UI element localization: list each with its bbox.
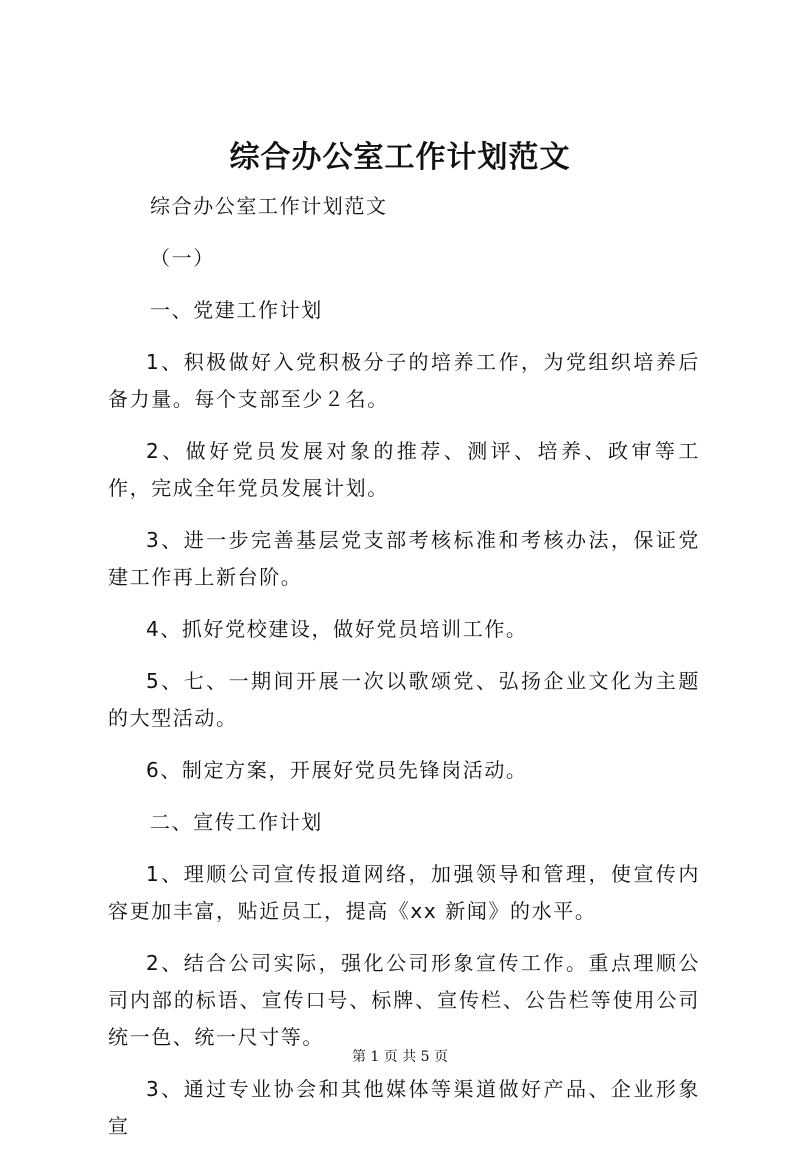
document-body [108,188,700,1160]
paragraph-item: 4、抓好党校建设，做好党员培训工作。 [146,617,528,641]
page-number-footer: 第 1 页 共 5 页 [351,1049,449,1065]
paragraph-item: 3、进一步完善基层党支部考核标准和考核办法，保证党建工作再上新台阶。 [108,528,700,589]
heading-party-building: 一、党建工作计划 [150,298,323,322]
paragraph-item: 1、理顺公司宣传报道网络，加强领导和管理，使宣传内容更加丰富，贴近员工，提高《xx 新闻》的水平。 [108,862,700,923]
paragraph-item: 6、制定方案，开展好党员先锋岗活动。 [146,758,528,782]
paragraph-subtitle: 综合办公室工作计划范文 [150,194,388,218]
paragraph-item: 2、结合公司实际，强化公司形象宣传工作。重点理顺公司内部的标语、宣传口号、标牌、宣传栏、公告栏等使用公司统一色、统一尺寸等。 [108,951,700,1049]
paragraph-section-number: （一） [150,246,215,270]
paragraph-item: 1、积极做好入党积极分子的培养工作，为党组织培养后备力量。每个支部至少２名。 [108,350,700,411]
heading-publicity: 二、宣传工作计划 [150,810,323,834]
paragraph-item: 5、七、一期间开展一次以歌颂党、弘扬企业文化为主题的大型活动。 [108,669,700,730]
document-title: 综合办公室工作计划范文 [229,140,571,175]
paragraph-item: 3、通过专业协会和其他媒体等渠道做好产品、企业形象宣 [108,1077,700,1138]
paragraph-item: 2、做好党员发展对象的推荐、测评、培养、政审等工作，完成全年党员发展计划。 [108,439,700,500]
